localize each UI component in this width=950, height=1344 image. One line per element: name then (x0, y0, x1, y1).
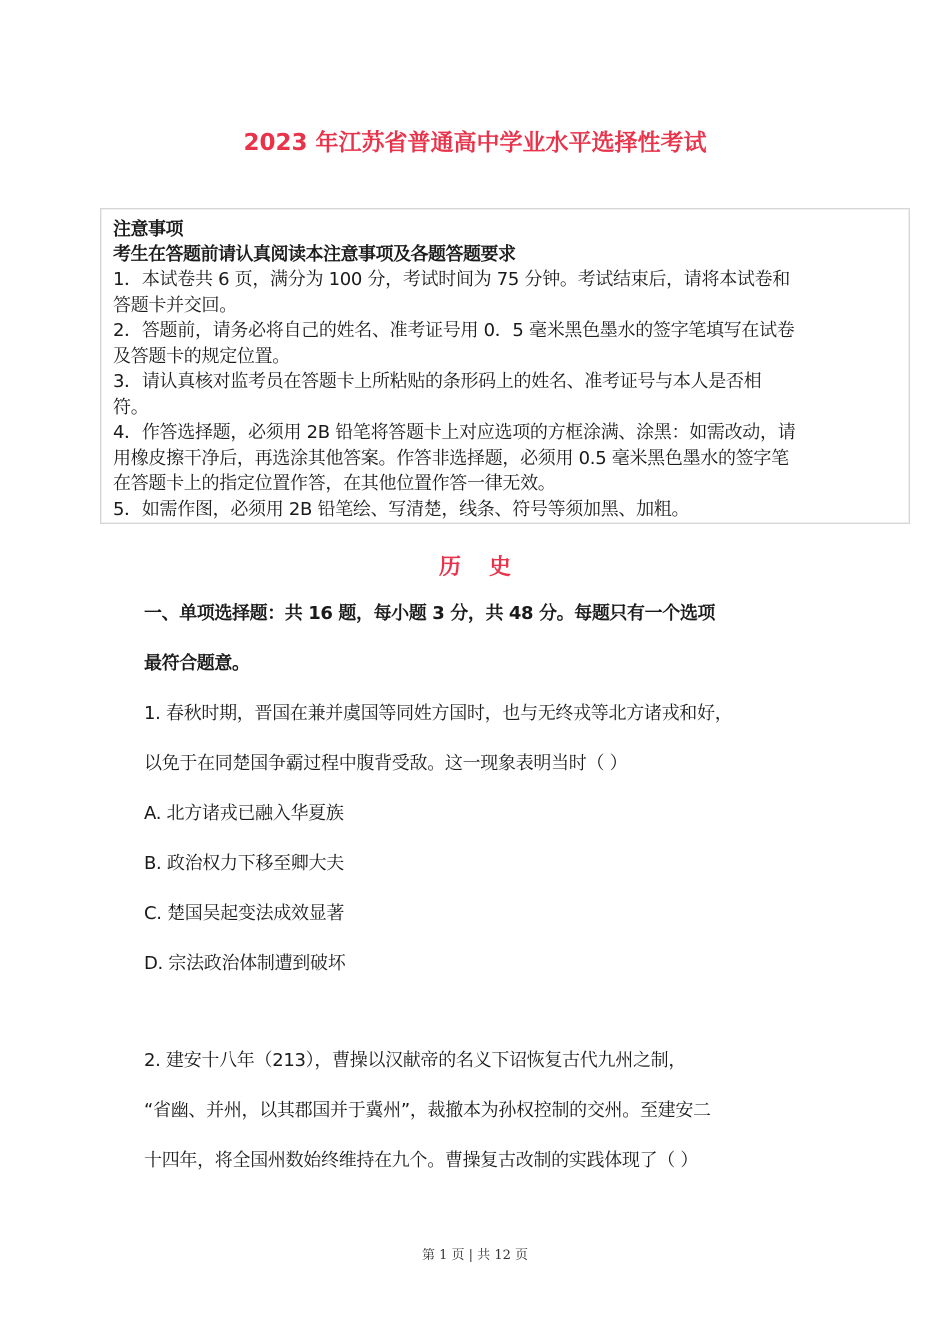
section-heading-line: 一、单项选择题：共 16 题，每小题 3 分，共 48 分。每题只有一个选项 (144, 603, 716, 624)
notice-line: 2．答题前，请务必将自己的姓名、准考证号用 0．5 毫米黑色墨水的签字笔填写在试卷 (113, 320, 795, 341)
notice-line: 4．作答选择题，必须用 2B 铅笔将答题卡上对应选项的方框涂满、涂黑：如需改动，请 (113, 422, 796, 443)
notice-line: 符。 (113, 396, 149, 418)
question-1 (144, 689, 844, 989)
question-stem-line: 1. 春秋时期，晋国在兼并虞国等同姓方国时，也与无终戎等北方诸戎和好， (144, 703, 733, 724)
question-stem-line: “省幽、并州，以其郡国并于冀州”，裁撤本为孙权控制的交州。至建安二 (144, 1100, 711, 1121)
section-heading-line: 最符合题意。 (144, 653, 250, 674)
option-a: A. 北方诸戎已融入华夏族 (144, 803, 344, 824)
notice-heading: 注意事项 (113, 219, 183, 240)
notice-line: 答题卡并交回。 (113, 294, 237, 316)
option-c: C. 楚国吴起变法成效显著 (144, 903, 345, 924)
notice-line: 在答题卡上的指定位置作答，在其他位置作答一律无效。 (113, 473, 556, 494)
notice-line: 用橡皮擦干净后，再选涂其他答案。作答非选择题，必须用 0.5 毫米黑色墨水的签字笔 (113, 447, 789, 469)
notice-line: 3．请认真核对监考员在答题卡上所粘贴的条形码上的姓名、准考证号与本人是否相 (113, 371, 762, 392)
subject-title: 历史 (438, 555, 539, 580)
question-stem-line: 十四年，将全国州数始终维持在九个。曹操复古改制的实践体现了（ ） (144, 1150, 699, 1171)
notice-line: 及答题卡的规定位置。 (113, 345, 290, 367)
question-stem-line: 2. 建安十八年（213），曹操以汉献帝的名义下诏恢复古代九州之制， (144, 1050, 687, 1071)
document-title: 2023 年江苏省普通高中学业水平选择性考试 (243, 130, 707, 156)
notice-line: 1．本试卷共 6 页，满分为 100 分，考试时间为 75 分钟。考试结束后，请将本试卷和 (113, 269, 790, 290)
section-heading (144, 589, 844, 689)
page-number: 第 1 页 | 共 12 页 (422, 1248, 528, 1263)
question-2 (144, 1036, 844, 1186)
question-stem-line: 以免于在同楚国争霸过程中腹背受敌。这一现象表明当时（ ） (144, 753, 628, 774)
notice-line: 5．如需作图，必须用 2B 铅笔绘、写清楚，线条、符号等须加黑、加粗。 (113, 498, 690, 520)
notice-subheading: 考生在答题前请认真阅读本注意事项及各题答题要求 (113, 244, 516, 265)
option-d: D. 宗法政治体制遭到破坏 (144, 953, 346, 974)
option-b: B. 政治权力下移至卿大夫 (144, 853, 344, 874)
notice-box (100, 208, 910, 524)
